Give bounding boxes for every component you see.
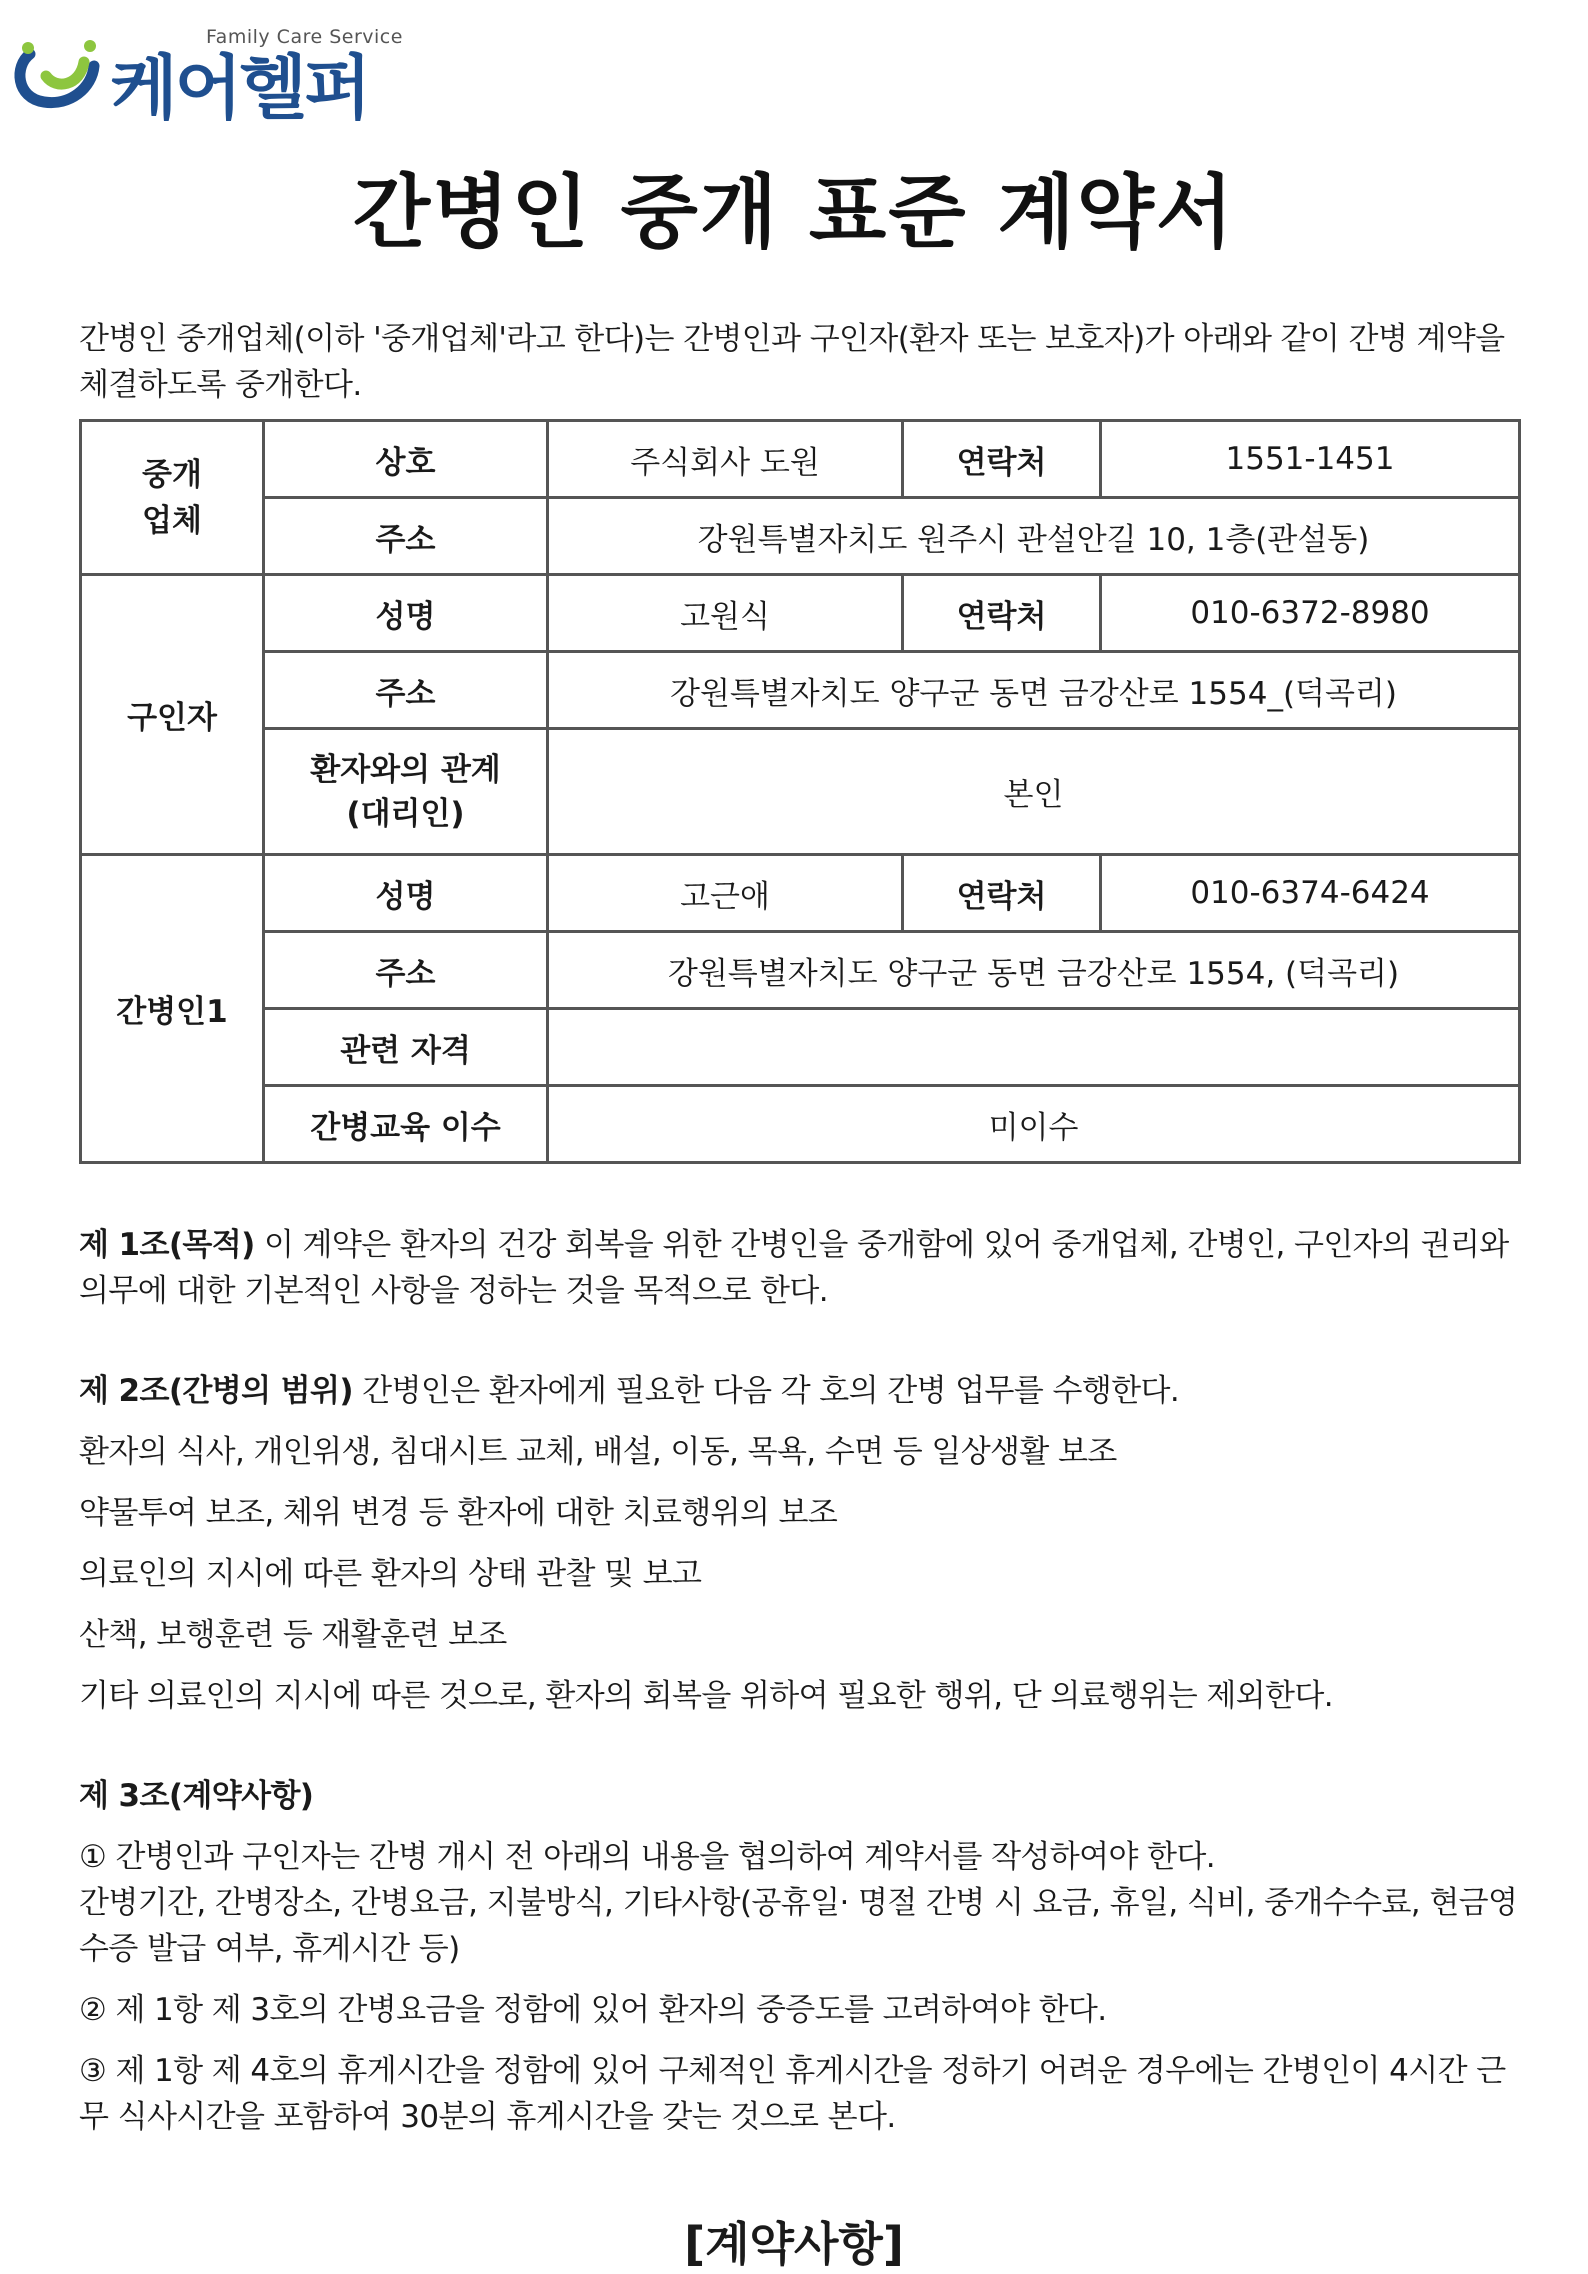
article-3-item-2: ② 제 1항 제 3호의 간병요금을 정함에 있어 환자의 중증도를 고려하여야 한다. [79,1992,1107,2028]
table-row [81,575,1520,652]
agency-company-label: 상호 [264,421,548,498]
caregiver-name-label: 성명 [264,855,548,932]
table-row [81,652,1520,729]
agency-contact-value: 1551-1451 [1101,421,1520,498]
contract-terms-heading: [계약사항] [684,2217,904,2271]
article-3-item-1-detail: 간병기간, 간병장소, 간병요금, 지불방식, 기타사항(공휴일· 명절 간병 시 요금, 휴일, 식비, 중개수수료, 현금영수증 발급 여부, 휴게시간 등) [79,1885,1518,1967]
agency-address-label: 주소 [264,498,548,575]
table-row [81,421,1520,498]
agency-contact-label: 연락처 [903,421,1101,498]
article-2-heading: 제 2조(간병의 범위) [79,1373,353,1409]
agency-address-value: 강원특별자치도 원주시 관설안길 10, 1층(관설동) [548,498,1520,575]
table-row [81,1086,1520,1163]
article-2 [79,1368,1519,1414]
logo-subtitle: Family Care Service [206,26,403,48]
agency-company-value: 주식회사 도원 [548,421,903,498]
section-agency: 중개 업체 [81,421,264,575]
client-contact-value: 010-6372-8980 [1101,575,1520,652]
list-item: 산책, 보행훈련 등 재활훈련 보조 [79,1617,507,1653]
caregiver-contact-label: 연락처 [903,855,1101,932]
document-title: 간병인 중개 표준 계약서 [352,166,1236,259]
care-logo-icon [10,36,106,116]
article-3-item-3: ③ 제 1항 제 4호의 휴게시간을 정함에 있어 구체적인 휴게시간을 정하기 어려운 경우에는 간병인이 4시간 근무 식사시간을 포함하여 30분의 휴게시간을 갖는 것으로 본다. [79,2053,1506,2135]
list-item: 기타 의료인의 지시에 따른 것으로, 환자의 회복을 위하여 필요한 행위, 단 의료행위는 제외한다. [79,1678,1333,1714]
caregiver-address-value: 강원특별자치도 양구군 동면 금강산로 1554, (덕곡리) [548,932,1520,1009]
client-name-label: 성명 [264,575,548,652]
list-item: 환자의 식사, 개인위생, 침대시트 교체, 배설, 이동, 목욕, 수면 등 일상생활 보조 [79,1434,1117,1470]
party-info-table [79,419,1521,1164]
table-row [81,729,1520,855]
client-name-value: 고원식 [548,575,903,652]
article-1-text: 이 계약은 환자의 건강 회복을 위한 간병인을 중개함에 있어 중개업체, 간병인, 구인자의 권리와 의무에 대한 기본적인 사항을 정하는 것을 목적으로 한다. [79,1227,1509,1309]
contract-articles [79,1222,1519,2140]
article-1 [79,1222,1519,1314]
section-client: 구인자 [81,575,264,855]
caregiver-name-value: 고근애 [548,855,903,932]
caregiver-education-value: 미이수 [548,1086,1520,1163]
intro-paragraph: 간병인 중개업체(이하 '중개업체'라고 한다)는 간병인과 구인자(환자 또는 보호자)가 아래와 같이 간병 계약을 체결하도록 중개한다. [79,321,1505,403]
client-contact-label: 연락처 [903,575,1101,652]
article-1-heading: 제 1조(목적) [79,1227,255,1263]
client-address-label: 주소 [264,652,548,729]
caregiver-education-label: 간병교육 이수 [264,1086,548,1163]
client-relation-label: 환자와의 관계 (대리인) [264,729,548,855]
table-row [81,1009,1520,1086]
caregiver-contact-value: 010-6374-6424 [1101,855,1520,932]
list-item: 약물투여 보조, 체위 변경 등 환자에 대한 치료행위의 보조 [79,1495,838,1531]
client-relation-value: 본인 [548,729,1520,855]
company-logo [10,22,410,129]
table-row [81,932,1520,1009]
logo-name: 케어헬퍼 [110,47,369,129]
article-3-item-1: ① 간병인과 구인자는 간병 개시 전 아래의 내용을 협의하여 계약서를 작성하여야 한다. [79,1839,1216,1875]
list-item: 의료인의 지시에 따른 환자의 상태 관찰 및 보고 [79,1556,702,1592]
article-3-heading: 제 3조(계약사항) [79,1778,314,1814]
section-caregiver: 간병인1 [81,855,264,1163]
caregiver-qualification-label: 관련 자격 [264,1009,548,1086]
caregiver-address-label: 주소 [264,932,548,1009]
caregiver-qualification-value [548,1009,1520,1086]
table-row [81,855,1520,932]
table-row [81,498,1520,575]
client-address-value: 강원특별자치도 양구군 동면 금강산로 1554_(덕곡리) [548,652,1520,729]
article-2-text: 간병인은 환자에게 필요한 다음 각 호의 간병 업무를 수행한다. [352,1373,1180,1409]
